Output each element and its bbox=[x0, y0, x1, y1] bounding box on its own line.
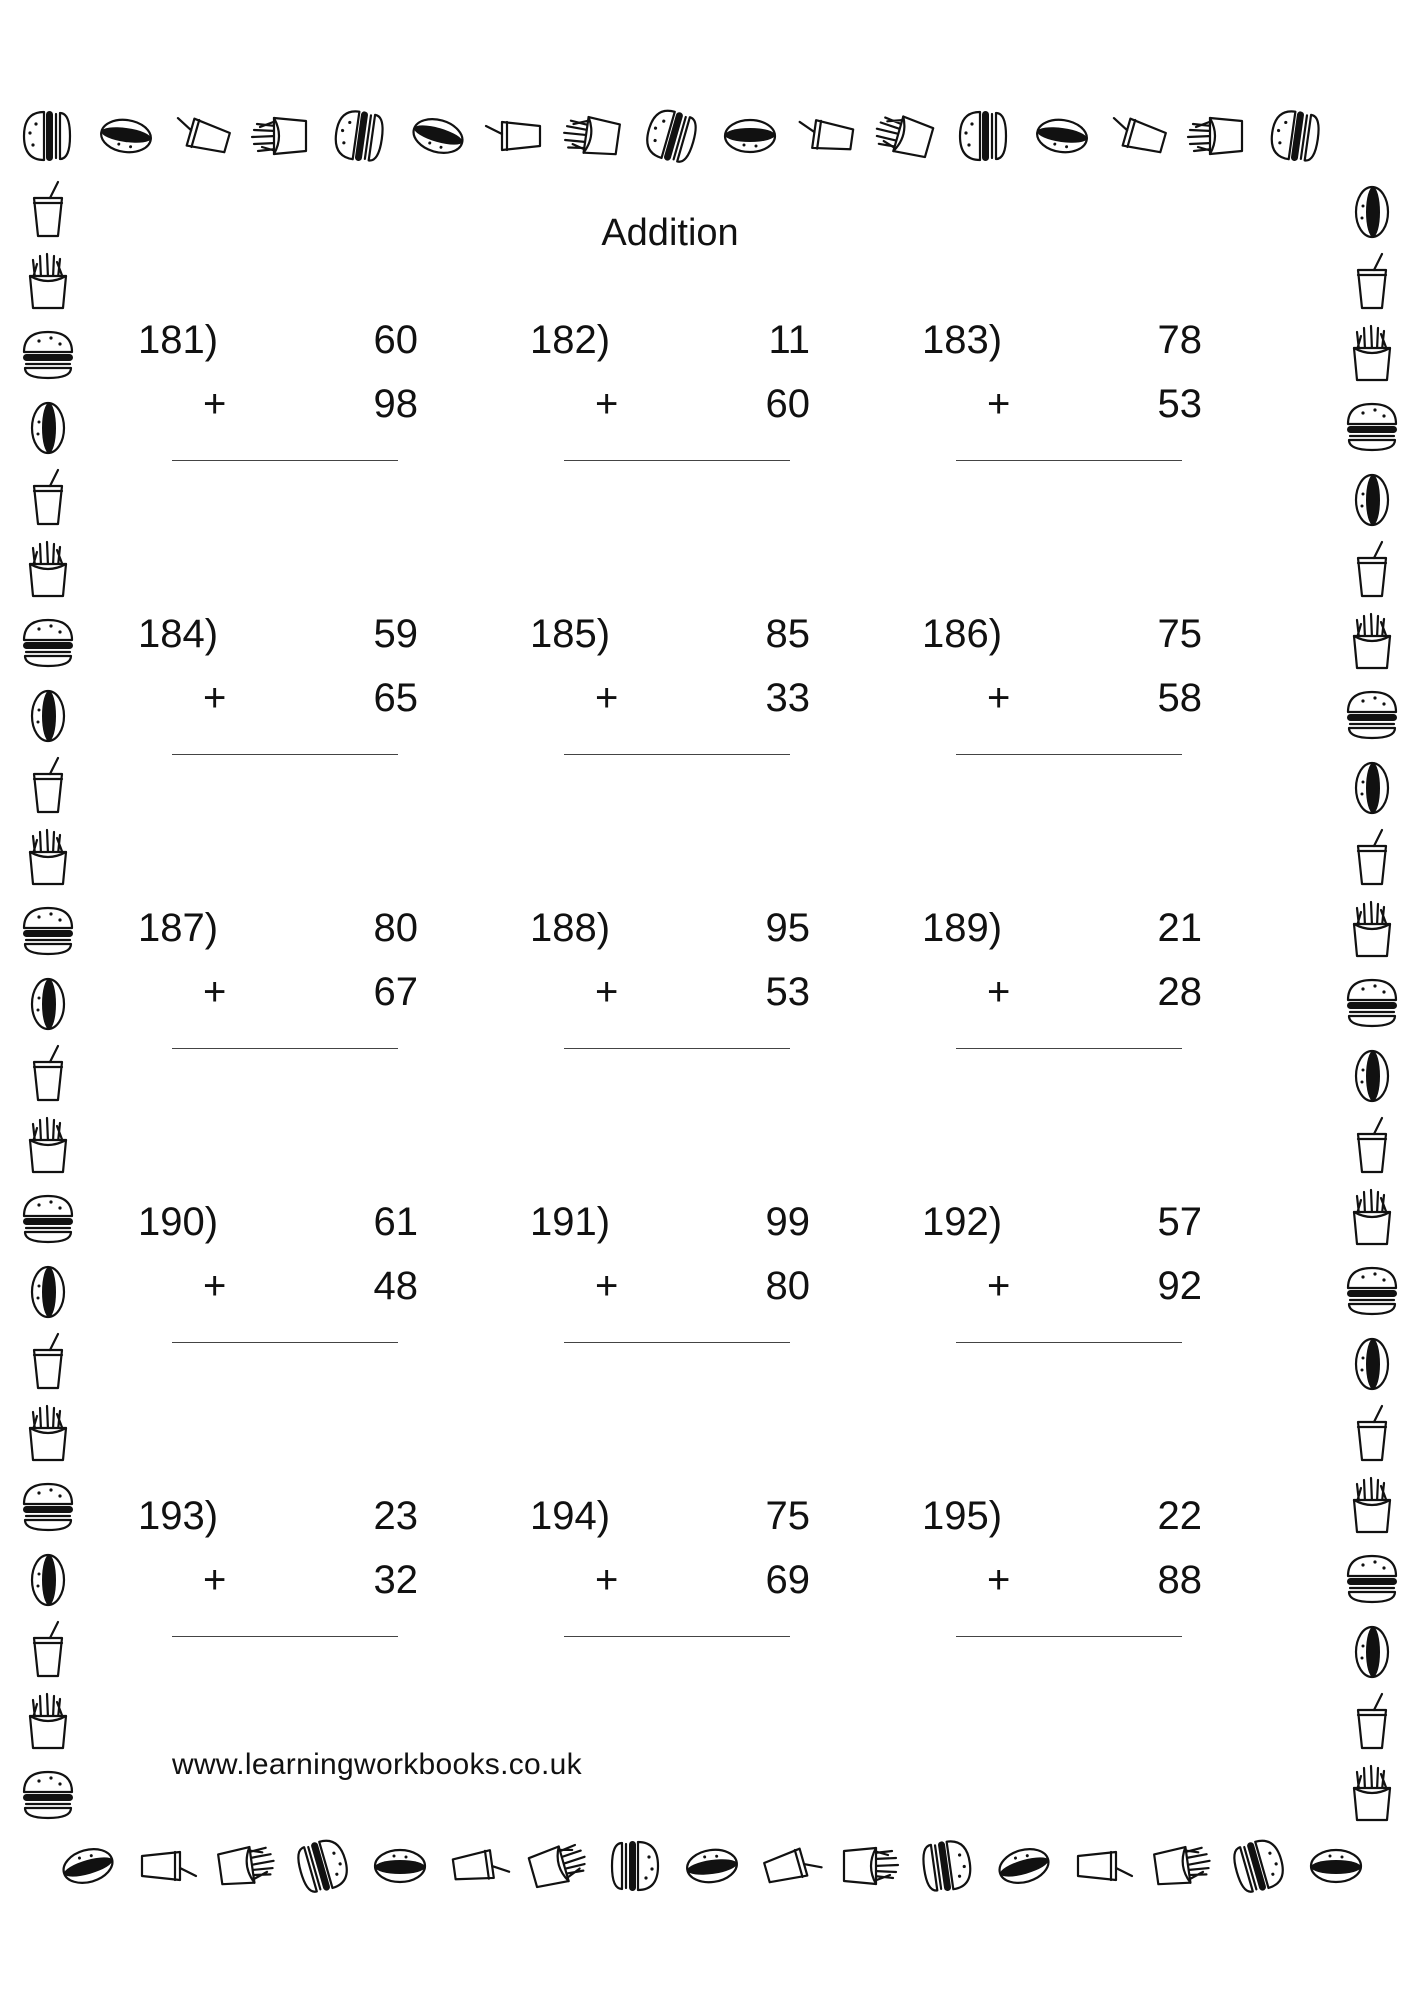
burger-icon bbox=[23, 1484, 73, 1530]
first-addend: 61 bbox=[373, 1200, 418, 1244]
plus-sign: + bbox=[203, 382, 227, 426]
burger-icon bbox=[960, 111, 1006, 161]
problem-184 bbox=[138, 612, 438, 812]
first-addend: 59 bbox=[373, 612, 418, 656]
fries-icon bbox=[1354, 1190, 1390, 1244]
problem-189 bbox=[922, 906, 1222, 1106]
burger-icon bbox=[23, 332, 73, 378]
fries-icon bbox=[872, 110, 934, 159]
hotdog-icon bbox=[1356, 1051, 1388, 1101]
plus-sign: + bbox=[595, 382, 619, 426]
plus-sign: + bbox=[987, 676, 1011, 720]
answer-line bbox=[956, 1342, 1182, 1343]
answer-line bbox=[564, 1048, 790, 1049]
drink-cup-icon bbox=[171, 114, 231, 156]
problem-number: 194) bbox=[530, 1494, 611, 1538]
first-addend: 11 bbox=[768, 318, 810, 362]
problem-number: 192) bbox=[922, 1200, 1003, 1244]
plus-sign: + bbox=[987, 1264, 1011, 1308]
drink-cup-icon bbox=[34, 470, 62, 524]
fries-icon bbox=[1354, 326, 1390, 380]
burger-icon bbox=[1347, 980, 1397, 1026]
fries-icon bbox=[1354, 1478, 1390, 1532]
burger-icon bbox=[23, 1196, 73, 1242]
plus-sign: + bbox=[987, 1558, 1011, 1602]
problem-183 bbox=[922, 318, 1222, 518]
second-addend: 53 bbox=[1157, 382, 1202, 426]
hotdog-icon bbox=[1356, 475, 1388, 525]
second-addend: 98 bbox=[373, 382, 418, 426]
burger-icon bbox=[921, 1838, 974, 1894]
drink-cup-icon bbox=[34, 1334, 62, 1388]
hotdog-icon bbox=[996, 1844, 1053, 1889]
answer-line bbox=[956, 1048, 1182, 1049]
fries-icon bbox=[1188, 118, 1242, 154]
hotdog-icon bbox=[685, 1847, 739, 1886]
problem-195 bbox=[922, 1494, 1222, 1694]
fries-icon bbox=[252, 118, 306, 154]
drink-cup-icon bbox=[34, 758, 62, 812]
fries-icon bbox=[30, 1694, 66, 1748]
answer-line bbox=[956, 1636, 1182, 1637]
fries-icon bbox=[30, 542, 66, 596]
drink-cup-icon bbox=[763, 1844, 823, 1886]
second-addend: 32 bbox=[373, 1558, 418, 1602]
problem-181 bbox=[138, 318, 438, 518]
answer-line bbox=[564, 460, 790, 461]
plus-sign: + bbox=[203, 1264, 227, 1308]
burger-icon bbox=[1347, 1268, 1397, 1314]
problem-number: 195) bbox=[922, 1494, 1003, 1538]
problem-194 bbox=[530, 1494, 830, 1694]
hotdog-icon bbox=[1035, 117, 1089, 156]
answer-line bbox=[172, 1048, 398, 1049]
problem-187 bbox=[138, 906, 438, 1106]
hotdog-icon bbox=[410, 114, 467, 159]
first-addend: 78 bbox=[1157, 318, 1202, 362]
answer-line bbox=[564, 754, 790, 755]
fries-icon bbox=[30, 1118, 66, 1172]
drink-cup-icon bbox=[796, 118, 853, 153]
answer-line bbox=[564, 1636, 790, 1637]
drink-cup-icon bbox=[1358, 1118, 1386, 1172]
drink-cup-icon bbox=[1107, 114, 1167, 156]
plus-sign: + bbox=[987, 382, 1011, 426]
problem-188 bbox=[530, 906, 830, 1106]
burger-icon bbox=[1347, 404, 1397, 450]
first-addend: 99 bbox=[765, 1200, 810, 1244]
hotdog-icon bbox=[32, 1267, 64, 1317]
footer-url: www.learningworkbooks.co.uk bbox=[172, 1748, 582, 1781]
answer-line bbox=[956, 754, 1182, 755]
fries-icon bbox=[30, 1406, 66, 1460]
second-addend: 53 bbox=[765, 970, 810, 1014]
fries-icon bbox=[30, 830, 66, 884]
first-addend: 75 bbox=[1157, 612, 1202, 656]
first-addend: 60 bbox=[373, 318, 418, 362]
hotdog-icon bbox=[32, 403, 64, 453]
problem-number: 187) bbox=[138, 906, 219, 950]
hotdog-icon bbox=[60, 1844, 117, 1889]
hotdog-icon bbox=[375, 1850, 425, 1882]
drink-cup-icon bbox=[142, 1852, 196, 1880]
burger-icon bbox=[1230, 1835, 1288, 1896]
hotdog-icon bbox=[1356, 1339, 1388, 1389]
burger-icon bbox=[294, 1835, 352, 1896]
drink-cup-icon bbox=[1358, 542, 1386, 596]
hotdog-icon bbox=[1311, 1850, 1361, 1882]
plus-sign: + bbox=[595, 1264, 619, 1308]
problem-193 bbox=[138, 1494, 438, 1694]
fries-icon bbox=[1354, 614, 1390, 668]
first-addend: 57 bbox=[1157, 1200, 1202, 1244]
plus-sign: + bbox=[203, 676, 227, 720]
drink-cup-icon bbox=[34, 1622, 62, 1676]
second-addend: 80 bbox=[765, 1264, 810, 1308]
problem-number: 183) bbox=[922, 318, 1003, 362]
problem-number: 185) bbox=[530, 612, 611, 656]
drink-cup-icon bbox=[1358, 254, 1386, 308]
first-addend: 95 bbox=[765, 906, 810, 950]
first-addend: 75 bbox=[765, 1494, 810, 1538]
fries-icon bbox=[30, 254, 66, 308]
second-addend: 88 bbox=[1157, 1558, 1202, 1602]
drink-cup-icon bbox=[452, 1848, 509, 1883]
problem-number: 184) bbox=[138, 612, 219, 656]
answer-line bbox=[172, 754, 398, 755]
problem-number: 181) bbox=[138, 318, 219, 362]
drink-cup-icon bbox=[1358, 830, 1386, 884]
second-addend: 65 bbox=[373, 676, 418, 720]
problem-192 bbox=[922, 1200, 1222, 1400]
hotdog-icon bbox=[32, 1555, 64, 1605]
first-addend: 85 bbox=[765, 612, 810, 656]
page-title: Addition bbox=[601, 212, 739, 254]
plus-sign: + bbox=[595, 1558, 619, 1602]
hotdog-icon bbox=[1356, 763, 1388, 813]
burger-icon bbox=[24, 111, 70, 161]
first-addend: 21 bbox=[1157, 906, 1202, 950]
problem-185 bbox=[530, 612, 830, 812]
problem-number: 188) bbox=[530, 906, 611, 950]
answer-line bbox=[172, 1636, 398, 1637]
burger-icon bbox=[1347, 1556, 1397, 1602]
problem-191 bbox=[530, 1200, 830, 1400]
second-addend: 60 bbox=[765, 382, 810, 426]
fries-icon bbox=[1354, 902, 1390, 956]
answer-line bbox=[564, 1342, 790, 1343]
burger-icon bbox=[23, 908, 73, 954]
first-addend: 23 bbox=[373, 1494, 418, 1538]
burger-icon bbox=[23, 620, 73, 666]
first-addend: 80 bbox=[373, 906, 418, 950]
plus-sign: + bbox=[595, 676, 619, 720]
burger-icon bbox=[23, 1772, 73, 1818]
fries-icon bbox=[562, 114, 620, 157]
second-addend: 28 bbox=[1157, 970, 1202, 1014]
drink-cup-icon bbox=[34, 1046, 62, 1100]
hotdog-icon bbox=[32, 691, 64, 741]
fries-icon bbox=[218, 1844, 276, 1887]
fries-icon bbox=[1154, 1844, 1212, 1887]
answer-line bbox=[172, 1342, 398, 1343]
drink-cup-icon bbox=[1078, 1852, 1132, 1880]
plus-sign: + bbox=[987, 970, 1011, 1014]
problem-number: 182) bbox=[530, 318, 611, 362]
drink-cup-icon bbox=[486, 122, 540, 150]
second-addend: 69 bbox=[765, 1558, 810, 1602]
hotdog-icon bbox=[1356, 187, 1388, 237]
second-addend: 67 bbox=[373, 970, 418, 1014]
problem-number: 186) bbox=[922, 612, 1003, 656]
burger-icon bbox=[642, 105, 700, 166]
first-addend: 22 bbox=[1157, 1494, 1202, 1538]
answer-line bbox=[172, 460, 398, 461]
second-addend: 48 bbox=[373, 1264, 418, 1308]
fries-icon bbox=[844, 1848, 898, 1884]
second-addend: 92 bbox=[1157, 1264, 1202, 1308]
problem-190 bbox=[138, 1200, 438, 1400]
problem-number: 190) bbox=[138, 1200, 219, 1244]
burger-icon bbox=[612, 1841, 658, 1891]
problem-number: 191) bbox=[530, 1200, 611, 1244]
problem-number: 189) bbox=[922, 906, 1003, 950]
burger-icon bbox=[1347, 692, 1397, 738]
answer-line bbox=[956, 460, 1182, 461]
second-addend: 58 bbox=[1157, 676, 1202, 720]
drink-cup-icon bbox=[1358, 1694, 1386, 1748]
fries-icon bbox=[528, 1840, 590, 1889]
problem-186 bbox=[922, 612, 1222, 812]
fries-icon bbox=[1354, 1766, 1390, 1820]
second-addend: 33 bbox=[765, 676, 810, 720]
drink-cup-icon bbox=[1358, 1406, 1386, 1460]
plus-sign: + bbox=[203, 1558, 227, 1602]
hotdog-icon bbox=[99, 117, 153, 156]
burger-icon bbox=[333, 108, 386, 164]
hotdog-icon bbox=[725, 120, 775, 152]
problem-182 bbox=[530, 318, 830, 518]
burger-icon bbox=[1269, 108, 1322, 164]
plus-sign: + bbox=[203, 970, 227, 1014]
hotdog-icon bbox=[32, 979, 64, 1029]
problem-number: 193) bbox=[138, 1494, 219, 1538]
plus-sign: + bbox=[595, 970, 619, 1014]
hotdog-icon bbox=[1356, 1627, 1388, 1677]
